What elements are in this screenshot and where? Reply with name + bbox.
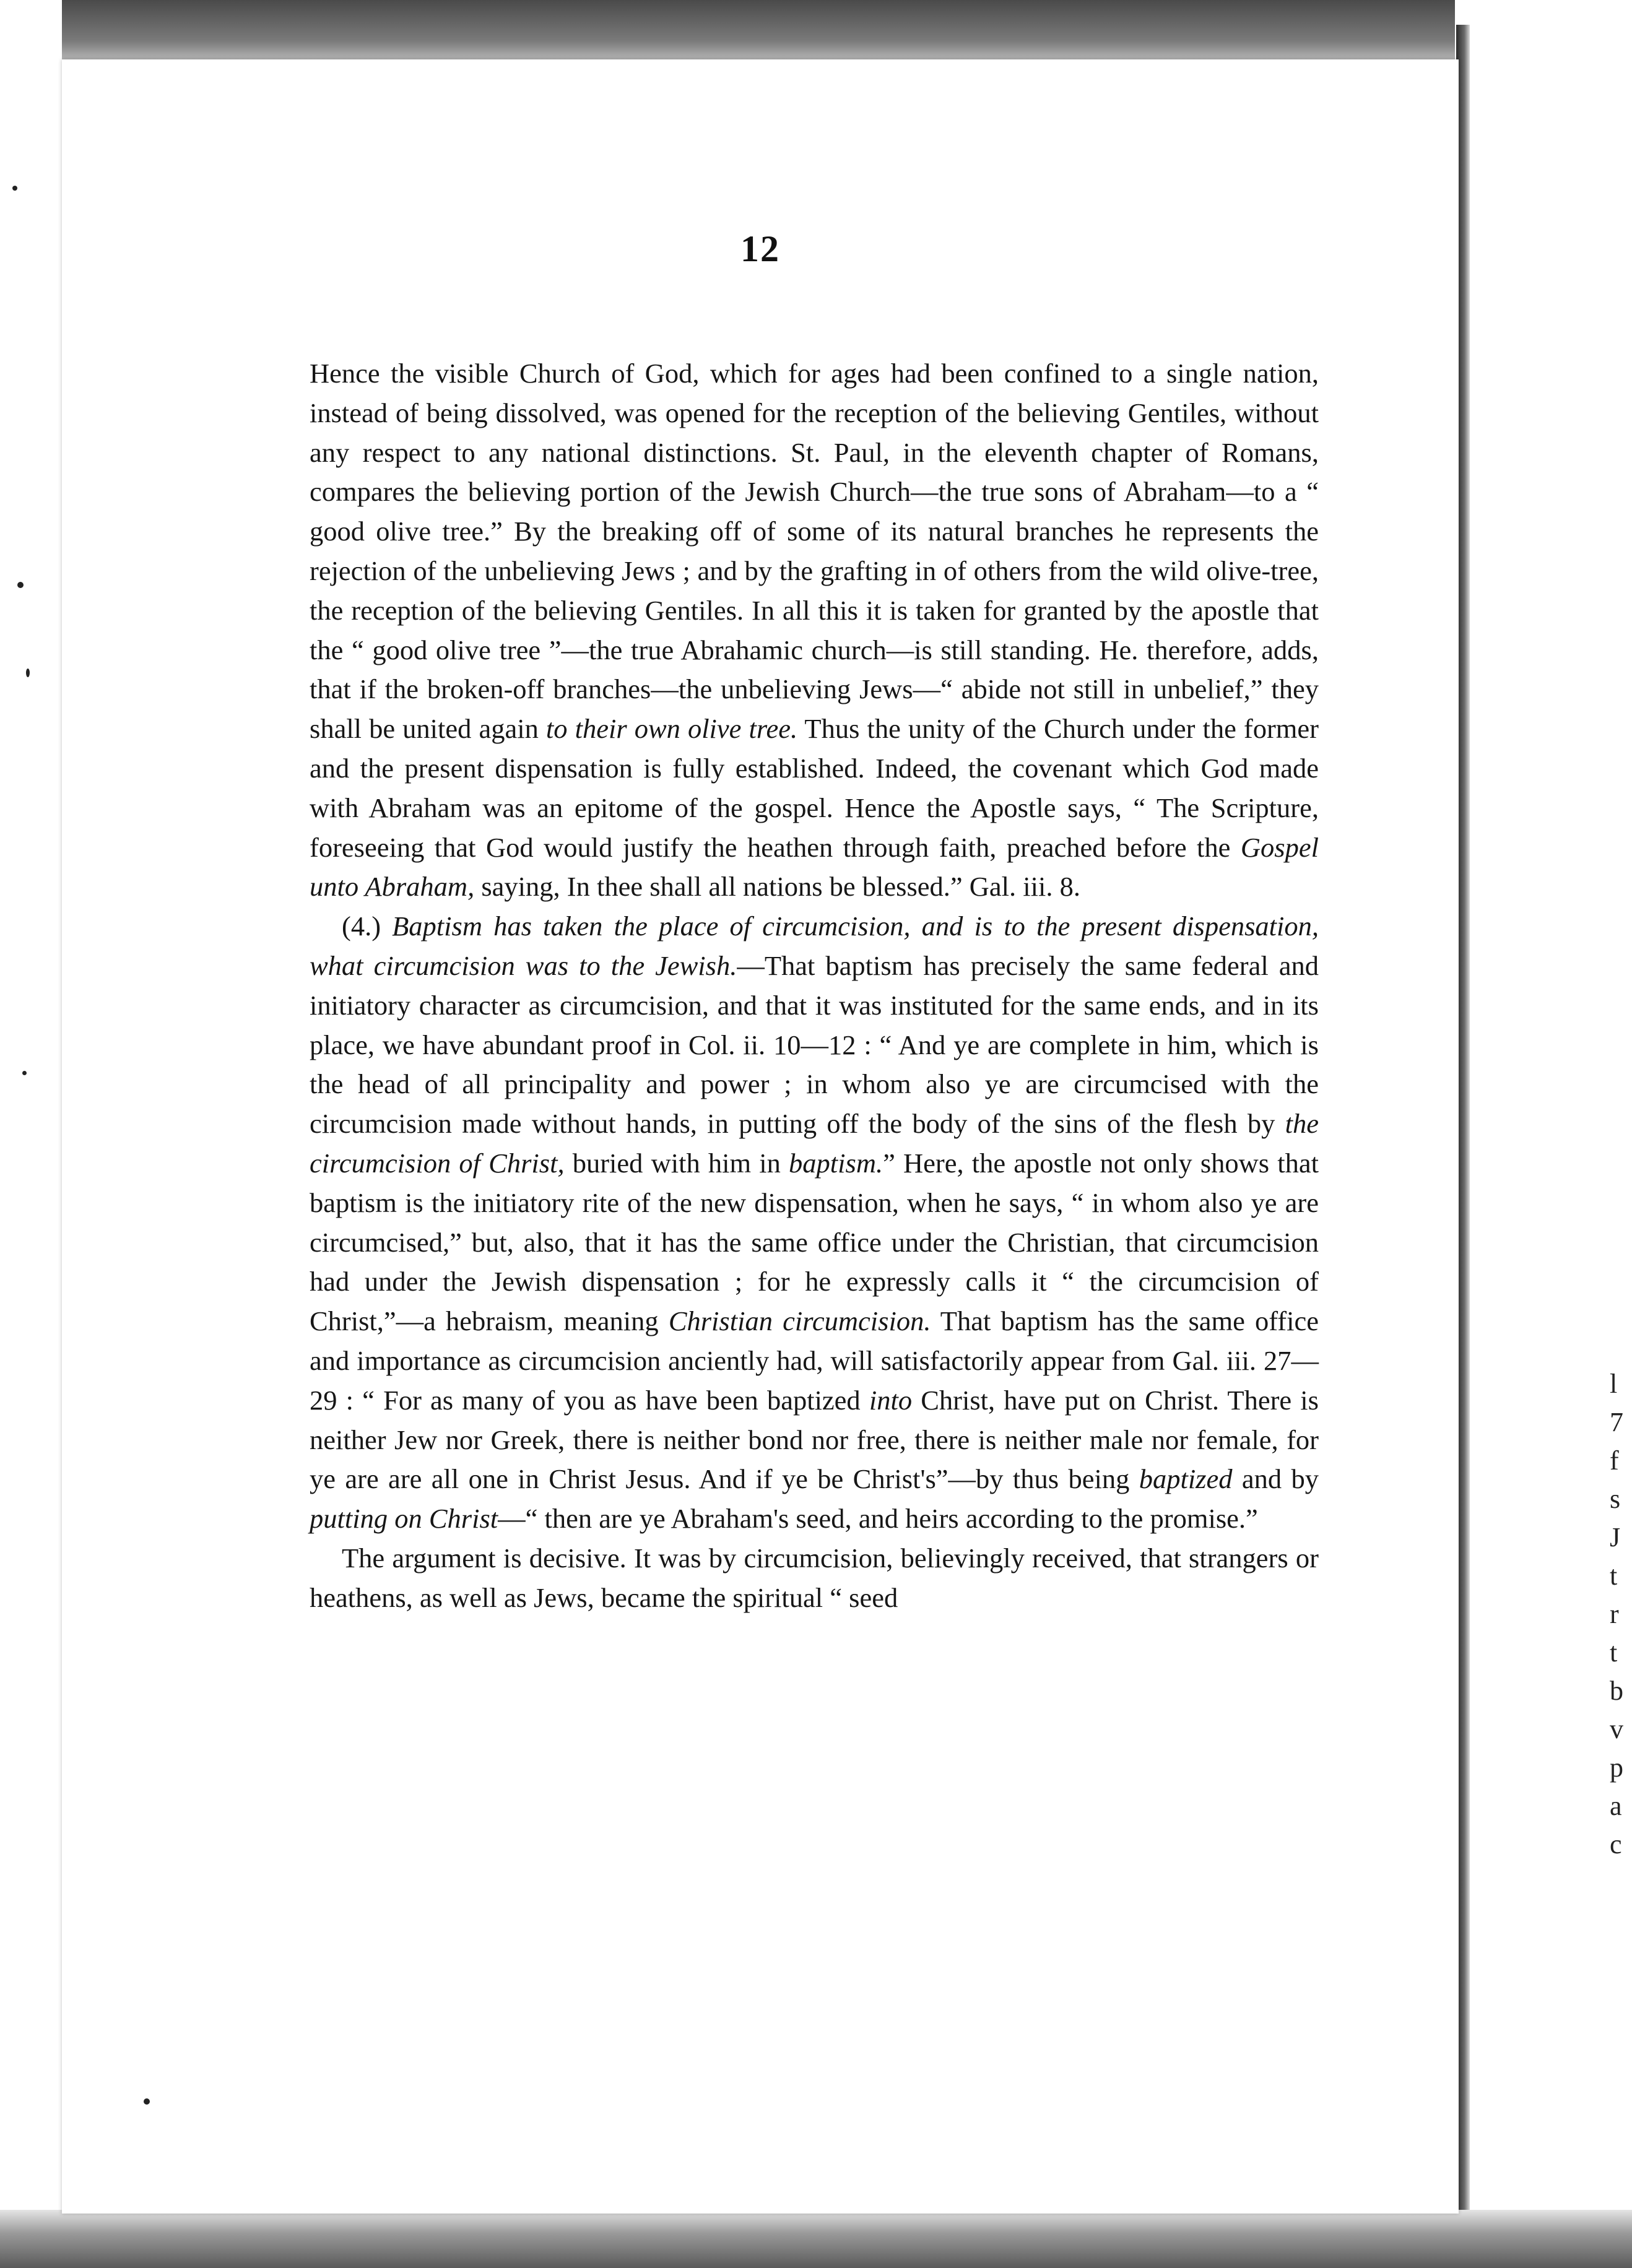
italic-run: putting on Christ <box>310 1503 498 1534</box>
italic-run: Christian circumcision. <box>668 1305 931 1337</box>
text-run: and by <box>1232 1463 1319 1495</box>
facing-page-letter: a <box>1610 1791 1622 1821</box>
facing-page-letter: t <box>1610 1637 1618 1668</box>
body-text <box>310 354 1319 1618</box>
facing-page-letter: l <box>1610 1369 1618 1399</box>
paragraph <box>310 354 1319 907</box>
scan-speck <box>26 669 30 677</box>
text-run: ” Here, the apostle not only shows that baptism is the initiatory rite of the new dispensation, when he says, “ in whom also ye are circumcised,” but, also, that it has the same office under the Christian, that circumcision had under the Jewish dispensation ; for he expressly calls it “ the circumcision of Christ,”—a hebraism, meaning <box>310 1147 1319 1337</box>
scan-background-top <box>0 0 1632 68</box>
paragraph <box>310 907 1319 1539</box>
text-run: That baptism has the same office and importance as circumcision anciently had, will satisfactorily appear from Gal. iii. 27—29 : “ For as many of you as have been baptized <box>310 1305 1319 1416</box>
facing-page-letter: v <box>1610 1714 1623 1744</box>
text-run: —“ then are ye Abraham's seed, and heirs according to the promise.” <box>498 1503 1258 1534</box>
facing-page-letter: b <box>1610 1676 1623 1706</box>
scan-background-left <box>0 0 62 2268</box>
text-run: Hence the visible Church of God, which for ages had been confined to a single nation, instead of being dissolved, was opened for the reception of the believing Gentiles, without any respect to any national distinctions. St. Paul, in the eleventh chapter of Romans, compares the believing portion of the Jewish Church—the true sons of Abraham—to a “ good olive tree.” By the breaking off of some of its natural branches he represents the rejection of the unbelieving Jews ; and by the grafting in of others from the wild olive-tree, the reception of the believing Gentiles. In all this it is taken for granted by the apostle that the “ good olive tree ”—the true Abrahamic church—is still standing. He. therefore, adds, that if the broken-off branches—the unbelieving Jews—“ abide not still in unbelief,” they shall be united again <box>310 358 1319 745</box>
facing-page-letter: r <box>1610 1599 1619 1629</box>
text-run: buried with him in <box>564 1147 789 1179</box>
scan-speck <box>12 186 17 191</box>
text-run: Christ, have put on Christ. There is neither Jew nor Greek, there is neither bond nor free, there is neither male nor female, for ye are are all one in Christ Jesus. And if ye be Christ's”—by thus being <box>310 1384 1319 1495</box>
scan-speck <box>144 2098 150 2105</box>
facing-page-letter: f <box>1610 1445 1619 1476</box>
italic-run: Gospel unto Abraham, <box>310 831 1319 902</box>
italic-run: baptism. <box>789 1147 883 1179</box>
scan-speck <box>17 582 24 588</box>
page-number: 12 <box>740 228 780 269</box>
text-run: —That baptism has precisely the same federal and initiatory character as circumcision, and that it was instituted for the same ends, and in its place, we have abundant proof in Col. ii. 10—12 : “ And ye are complete in him, which is the head of all principality and power ; in whom also ye are circumcised with the circumcision made without hands, in putting off the body of the sins of the flesh by <box>310 950 1319 1140</box>
facing-page-letter: t <box>1610 1560 1618 1591</box>
paragraph <box>310 1539 1319 1618</box>
facing-page-letter: s <box>1610 1484 1621 1514</box>
text-run: The argument is decisive. It was by circumcision, believingly received, that strangers or heathens, as well as Jews, became the spiritual “ seed <box>310 1542 1319 1613</box>
text-run: saying, In thee shall all nations be blessed.” Gal. iii. 8. <box>474 871 1080 902</box>
text-run: Thus the unity of the Church under the former and the present dispensation is fully established. Indeed, the covenant which God made with Abraham was an epitome of the gospel. Hence the Apostle says, “ The Scripture, foreseeing that God would justify the heathen through faith, preached before the <box>310 713 1319 863</box>
scan-background-bottom <box>0 2210 1632 2268</box>
italic-run: Baptism has taken the place of circumcision, and is to the present dispensation, what circumcision was to the Jewish. <box>310 911 1319 981</box>
book-page <box>62 59 1459 2214</box>
italic-run: to their own olive tree. <box>545 713 798 745</box>
italic-run: into <box>869 1384 913 1416</box>
italic-run: baptized <box>1139 1463 1233 1495</box>
facing-page-letter: c <box>1610 1829 1622 1859</box>
facing-page-letter: 7 <box>1610 1407 1623 1437</box>
italic-run: the circumcision of Christ, <box>310 1108 1319 1179</box>
facing-page-letter: p <box>1610 1752 1623 1783</box>
facing-page-letter: J <box>1610 1522 1621 1552</box>
facing-page <box>1455 0 1632 2268</box>
scan-speck <box>22 1071 27 1075</box>
text-run: (4.) <box>342 911 393 942</box>
